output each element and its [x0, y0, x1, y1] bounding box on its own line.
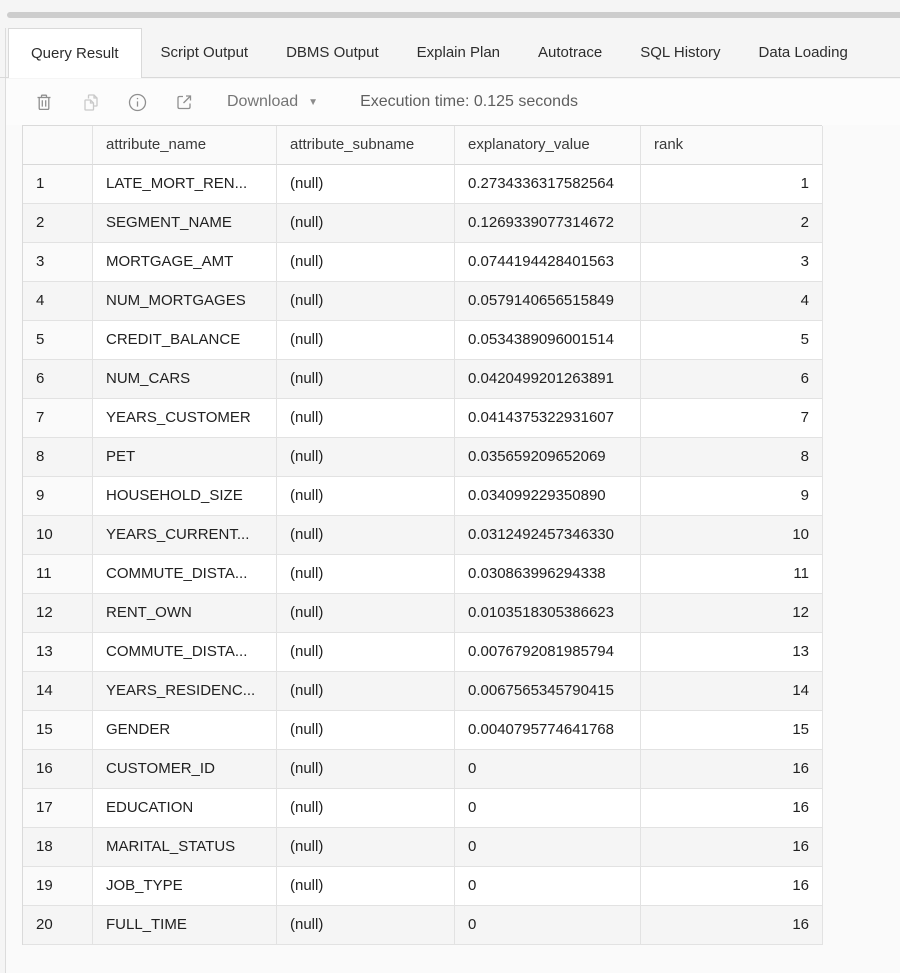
- open-in-new-icon: [174, 92, 195, 113]
- query-result-grid: [22, 125, 822, 945]
- cell-rank[interactable]: 9: [641, 477, 823, 516]
- cell-rank[interactable]: 6: [641, 360, 823, 399]
- cell-explanatory_value[interactable]: 0.2734336317582564: [455, 165, 641, 204]
- pane-left-border: [5, 28, 6, 973]
- cell-rank[interactable]: 2: [641, 204, 823, 243]
- cell-attribute_subname[interactable]: (null): [277, 516, 455, 555]
- column-header-attribute_subname[interactable]: attribute_subname: [277, 126, 455, 165]
- cell-attribute_name[interactable]: HOUSEHOLD_SIZE: [93, 477, 277, 516]
- cell-rank[interactable]: 14: [641, 672, 823, 711]
- cell-rank[interactable]: 16: [641, 867, 823, 906]
- cell-attribute_name[interactable]: YEARS_CURRENT...: [93, 516, 277, 555]
- row-number-cell: 17: [23, 789, 93, 828]
- table-row[interactable]: [23, 165, 822, 204]
- cell-attribute_name[interactable]: GENDER: [93, 711, 277, 750]
- cell-explanatory_value[interactable]: 0.0312492457346330: [455, 516, 641, 555]
- table-row[interactable]: [23, 321, 822, 360]
- cell-attribute_subname[interactable]: (null): [277, 711, 455, 750]
- table-row[interactable]: [23, 672, 822, 711]
- cell-attribute_name[interactable]: MARITAL_STATUS: [93, 828, 277, 867]
- cell-explanatory_value[interactable]: 0.0744194428401563: [455, 243, 641, 282]
- cell-attribute_name[interactable]: EDUCATION: [93, 789, 277, 828]
- tab-script-output[interactable]: Script Output: [160, 44, 249, 61]
- cell-rank[interactable]: 12: [641, 594, 823, 633]
- row-number-cell: 19: [23, 867, 93, 906]
- table-row[interactable]: [23, 477, 822, 516]
- pane-splitter-handle[interactable]: [7, 12, 900, 18]
- table-row[interactable]: [23, 594, 822, 633]
- row-number-cell: 4: [23, 282, 93, 321]
- cell-attribute_subname[interactable]: (null): [277, 750, 455, 789]
- chevron-down-icon: ▼: [308, 96, 319, 108]
- cell-rank[interactable]: 10: [641, 516, 823, 555]
- row-number-cell: 7: [23, 399, 93, 438]
- table-row[interactable]: [23, 789, 822, 828]
- cell-attribute_name[interactable]: CUSTOMER_ID: [93, 750, 277, 789]
- tab-dbms-output[interactable]: DBMS Output: [286, 44, 379, 61]
- table-row[interactable]: [23, 516, 822, 555]
- table-row[interactable]: [23, 867, 822, 906]
- cell-rank[interactable]: 11: [641, 555, 823, 594]
- execution-time-text: Execution time: 0.125 seconds: [360, 93, 578, 110]
- row-number-cell: 1: [23, 165, 93, 204]
- cell-attribute_name[interactable]: LATE_MORT_REN...: [93, 165, 277, 204]
- row-number-cell: 11: [23, 555, 93, 594]
- cell-attribute_subname[interactable]: (null): [277, 360, 455, 399]
- column-header-rank[interactable]: rank: [641, 126, 823, 165]
- table-row[interactable]: [23, 438, 822, 477]
- column-header-explanatory_value[interactable]: explanatory_value: [455, 126, 641, 165]
- cell-rank[interactable]: 15: [641, 711, 823, 750]
- row-number-cell: 13: [23, 633, 93, 672]
- tab-bar: [0, 28, 900, 78]
- grid-header-row: [23, 126, 822, 165]
- cell-attribute_subname[interactable]: (null): [277, 633, 455, 672]
- cell-attribute_subname[interactable]: (null): [277, 867, 455, 906]
- cell-attribute_subname[interactable]: (null): [277, 204, 455, 243]
- table-row[interactable]: [23, 243, 822, 282]
- tab-autotrace[interactable]: Autotrace: [538, 44, 603, 61]
- grid-corner-cell: [23, 126, 93, 165]
- row-number-cell: 6: [23, 360, 93, 399]
- cell-attribute_name[interactable]: RENT_OWN: [93, 594, 277, 633]
- copy-icon: [81, 92, 101, 113]
- table-row[interactable]: [23, 360, 822, 399]
- table-row[interactable]: [23, 633, 822, 672]
- tab-data-loading[interactable]: Data Loading: [758, 44, 848, 61]
- cell-rank[interactable]: 3: [641, 243, 823, 282]
- cell-rank[interactable]: 1: [641, 165, 823, 204]
- cell-attribute_name[interactable]: CREDIT_BALANCE: [93, 321, 277, 360]
- trash-button[interactable]: [33, 92, 54, 113]
- cell-explanatory_value[interactable]: 0.1269339077314672: [455, 204, 641, 243]
- cell-explanatory_value[interactable]: 0: [455, 906, 641, 945]
- cell-attribute_name[interactable]: NUM_MORTGAGES: [93, 282, 277, 321]
- cell-attribute_name[interactable]: COMMUTE_DISTA...: [93, 633, 277, 672]
- open-in-new-button[interactable]: [174, 92, 195, 113]
- cell-rank[interactable]: 5: [641, 321, 823, 360]
- tab-query-result[interactable]: Query Result: [8, 28, 142, 78]
- cell-explanatory_value[interactable]: 0.0534389096001514: [455, 321, 641, 360]
- cell-attribute_subname[interactable]: (null): [277, 555, 455, 594]
- results-toolbar: [6, 79, 900, 125]
- row-number-cell: 9: [23, 477, 93, 516]
- trash-icon: [34, 92, 54, 113]
- row-number-cell: 10: [23, 516, 93, 555]
- cell-explanatory_value[interactable]: 0.0103518305386623: [455, 594, 641, 633]
- cell-attribute_subname[interactable]: (null): [277, 282, 455, 321]
- table-row[interactable]: [23, 282, 822, 321]
- cell-attribute_name[interactable]: MORTGAGE_AMT: [93, 243, 277, 282]
- cell-attribute_subname[interactable]: (null): [277, 165, 455, 204]
- cell-explanatory_value[interactable]: 0.0040795774641768: [455, 711, 641, 750]
- cell-rank[interactable]: 4: [641, 282, 823, 321]
- row-number-cell: 18: [23, 828, 93, 867]
- cell-attribute_name[interactable]: SEGMENT_NAME: [93, 204, 277, 243]
- cell-attribute_name[interactable]: JOB_TYPE: [93, 867, 277, 906]
- cell-attribute_name[interactable]: COMMUTE_DISTA...: [93, 555, 277, 594]
- cell-rank[interactable]: 13: [641, 633, 823, 672]
- cell-explanatory_value[interactable]: 0.0420499201263891: [455, 360, 641, 399]
- table-row[interactable]: [23, 750, 822, 789]
- row-number-cell: 5: [23, 321, 93, 360]
- download-button[interactable]: [227, 93, 318, 111]
- download-label: Download: [227, 93, 299, 110]
- column-header-attribute_name[interactable]: attribute_name: [93, 126, 277, 165]
- cell-rank[interactable]: 16: [641, 828, 823, 867]
- table-row[interactable]: [23, 828, 822, 867]
- row-number-cell: 20: [23, 906, 93, 945]
- cell-attribute_name[interactable]: FULL_TIME: [93, 906, 277, 945]
- cell-explanatory_value[interactable]: 0: [455, 828, 641, 867]
- copy-button[interactable]: [80, 92, 101, 113]
- tab-explain-plan[interactable]: Explain Plan: [416, 44, 501, 61]
- cell-rank[interactable]: 16: [641, 906, 823, 945]
- cell-attribute_subname[interactable]: (null): [277, 399, 455, 438]
- row-number-cell: 3: [23, 243, 93, 282]
- cell-attribute_name[interactable]: YEARS_RESIDENC...: [93, 672, 277, 711]
- row-number-cell: 2: [23, 204, 93, 243]
- cell-attribute_name[interactable]: NUM_CARS: [93, 360, 277, 399]
- info-button[interactable]: [127, 92, 148, 113]
- cell-rank[interactable]: 16: [641, 750, 823, 789]
- cell-attribute_subname[interactable]: (null): [277, 438, 455, 477]
- table-row[interactable]: [23, 711, 822, 750]
- table-row[interactable]: [23, 555, 822, 594]
- cell-explanatory_value[interactable]: 0: [455, 867, 641, 906]
- tab-sql-history[interactable]: SQL History: [640, 44, 721, 61]
- cell-attribute_subname[interactable]: (null): [277, 672, 455, 711]
- cell-attribute_subname[interactable]: (null): [277, 243, 455, 282]
- table-row[interactable]: [23, 204, 822, 243]
- row-number-cell: 12: [23, 594, 93, 633]
- cell-rank[interactable]: 16: [641, 789, 823, 828]
- cell-attribute_subname[interactable]: (null): [277, 906, 455, 945]
- cell-explanatory_value[interactable]: 0.030863996294338: [455, 555, 641, 594]
- cell-rank[interactable]: 8: [641, 438, 823, 477]
- table-row[interactable]: [23, 906, 822, 945]
- row-number-cell: 14: [23, 672, 93, 711]
- cell-explanatory_value[interactable]: 0: [455, 750, 641, 789]
- row-number-cell: 15: [23, 711, 93, 750]
- cell-attribute_subname[interactable]: (null): [277, 828, 455, 867]
- cell-explanatory_value[interactable]: 0.035659209652069: [455, 438, 641, 477]
- cell-explanatory_value[interactable]: 0: [455, 789, 641, 828]
- cell-explanatory_value[interactable]: 0.0579140656515849: [455, 282, 641, 321]
- cell-attribute_subname[interactable]: (null): [277, 477, 455, 516]
- cell-explanatory_value[interactable]: 0.0076792081985794: [455, 633, 641, 672]
- cell-attribute_subname[interactable]: (null): [277, 789, 455, 828]
- cell-explanatory_value[interactable]: 0.0414375322931607: [455, 399, 641, 438]
- cell-attribute_subname[interactable]: (null): [277, 594, 455, 633]
- row-number-cell: 8: [23, 438, 93, 477]
- info-icon: [127, 92, 148, 113]
- cell-attribute_name[interactable]: YEARS_CUSTOMER: [93, 399, 277, 438]
- cell-explanatory_value[interactable]: 0.034099229350890: [455, 477, 641, 516]
- cell-rank[interactable]: 7: [641, 399, 823, 438]
- row-number-cell: 16: [23, 750, 93, 789]
- cell-attribute_name[interactable]: PET: [93, 438, 277, 477]
- cell-explanatory_value[interactable]: 0.0067565345790415: [455, 672, 641, 711]
- cell-attribute_subname[interactable]: (null): [277, 321, 455, 360]
- table-row[interactable]: [23, 399, 822, 438]
